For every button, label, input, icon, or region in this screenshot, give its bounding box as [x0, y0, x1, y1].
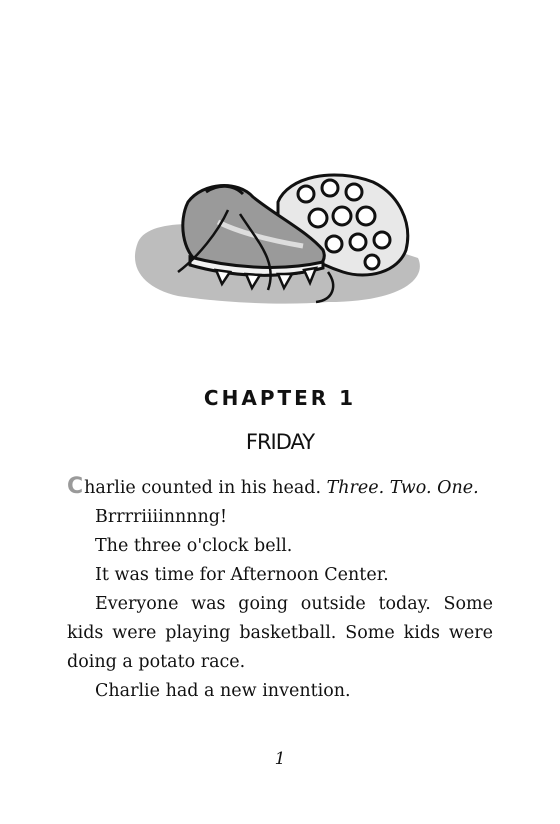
- paragraph: Everyone was going outside today. Some kids were playing basketball. Some kids were doing a potato race.: [67, 594, 493, 672]
- paragraph: It was time for Afternoon Center.: [95, 565, 389, 585]
- paragraph-emphasis: Three. Two. One.: [326, 478, 479, 498]
- chapter-title: FRIDAY: [245, 430, 315, 454]
- paragraph-text: harlie counted in his head.: [84, 478, 327, 498]
- drop-cap: C: [67, 474, 84, 499]
- cleats-icon: [128, 162, 428, 312]
- paragraph: Brrrriiiinnnng!: [95, 507, 228, 527]
- paragraph: Charlie had a new invention.: [95, 681, 351, 701]
- chapter-number: CHAPTER 1: [203, 386, 357, 410]
- page-number: 1: [274, 749, 286, 769]
- chapter-body: [67, 472, 493, 706]
- paragraph: [67, 472, 493, 503]
- paragraph: The three o'clock bell.: [95, 536, 293, 556]
